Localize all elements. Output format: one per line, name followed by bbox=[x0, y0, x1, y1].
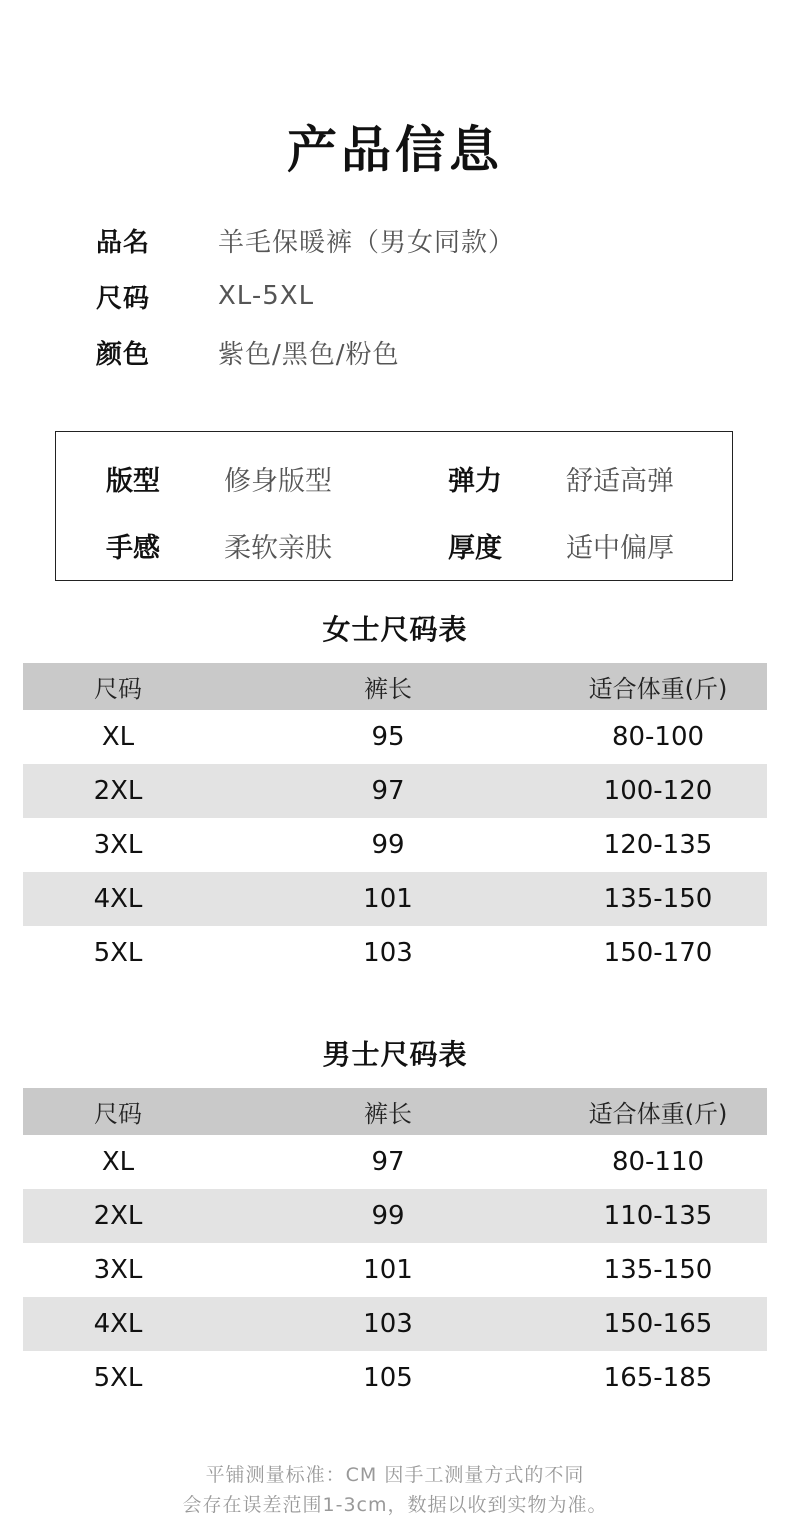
cell-length: 101 bbox=[363, 884, 413, 914]
cell-size: 5XL bbox=[93, 1363, 143, 1393]
women-table-title: 女士尺码表 bbox=[322, 613, 468, 646]
cell-weight: 135-150 bbox=[603, 1255, 713, 1285]
page-title: 产品信息 bbox=[287, 121, 503, 179]
cell-length: 101 bbox=[363, 1255, 413, 1285]
info-value: 羊毛保暖裤（男女同款） bbox=[218, 227, 516, 258]
table-row bbox=[23, 1243, 767, 1297]
spec-label: 版型 bbox=[106, 465, 160, 497]
spec-label: 手感 bbox=[106, 532, 160, 564]
measurement-note-line2: 会存在误差范围1-3cm，数据以收到实物为准。 bbox=[182, 1494, 608, 1516]
header-size: 尺码 bbox=[94, 1100, 142, 1128]
cell-size: 2XL bbox=[93, 776, 143, 806]
men-table-title: 男士尺码表 bbox=[322, 1038, 468, 1071]
spec-value: 修身版型 bbox=[224, 465, 332, 497]
header-weight: 适合体重(斤) bbox=[588, 675, 728, 703]
header-size: 尺码 bbox=[94, 675, 142, 703]
spec-label: 弹力 bbox=[448, 465, 502, 497]
spec-fit-value bbox=[224, 458, 332, 498]
header-length: 裤长 bbox=[364, 675, 412, 703]
table-header-row bbox=[23, 1088, 767, 1135]
cell-length: 95 bbox=[371, 722, 405, 752]
cell-weight: 135-150 bbox=[603, 884, 713, 914]
cell-size: 3XL bbox=[93, 1255, 143, 1285]
men-size-table bbox=[23, 1088, 767, 1405]
info-value: 紫色/黑色/粉色 bbox=[218, 339, 400, 370]
cell-size: 3XL bbox=[93, 830, 143, 860]
spec-elasticity bbox=[448, 458, 502, 498]
cell-size: XL bbox=[101, 1147, 135, 1177]
cell-length: 105 bbox=[363, 1363, 413, 1393]
info-label: 尺码 bbox=[96, 283, 151, 314]
spec-thickness-value bbox=[566, 525, 674, 565]
spec-feel bbox=[106, 525, 160, 565]
spec-thickness bbox=[448, 525, 502, 565]
cell-weight: 100-120 bbox=[603, 776, 713, 806]
spec-feel-value bbox=[224, 525, 332, 565]
spec-label: 厚度 bbox=[448, 532, 502, 564]
cell-weight: 150-170 bbox=[603, 938, 713, 968]
header-weight: 适合体重(斤) bbox=[588, 1100, 728, 1128]
spec-value: 柔软亲肤 bbox=[224, 532, 332, 564]
cell-weight: 120-135 bbox=[603, 830, 713, 860]
cell-length: 97 bbox=[371, 776, 405, 806]
cell-weight: 165-185 bbox=[603, 1363, 713, 1393]
cell-length: 97 bbox=[371, 1147, 405, 1177]
cell-weight: 110-135 bbox=[603, 1201, 713, 1231]
table-row bbox=[23, 926, 767, 980]
spec-value: 舒适高弹 bbox=[566, 465, 674, 497]
table-row bbox=[23, 818, 767, 872]
cell-weight: 80-110 bbox=[611, 1147, 705, 1177]
table-row bbox=[23, 764, 767, 818]
cell-size: 4XL bbox=[93, 1309, 143, 1339]
cell-length: 99 bbox=[371, 830, 405, 860]
cell-weight: 80-100 bbox=[611, 722, 705, 752]
cell-length: 103 bbox=[363, 1309, 413, 1339]
table-row bbox=[23, 1297, 767, 1351]
cell-weight: 150-165 bbox=[603, 1309, 713, 1339]
cell-size: 2XL bbox=[93, 1201, 143, 1231]
cell-size: XL bbox=[101, 722, 135, 752]
table-row bbox=[23, 1189, 767, 1243]
cell-length: 99 bbox=[371, 1201, 405, 1231]
spec-box bbox=[55, 431, 733, 581]
table-header-row bbox=[23, 663, 767, 710]
info-row-color bbox=[96, 332, 400, 372]
table-row bbox=[23, 1351, 767, 1405]
spec-fit bbox=[106, 458, 160, 498]
cell-size: 4XL bbox=[93, 884, 143, 914]
info-row-name bbox=[96, 220, 515, 260]
table-row bbox=[23, 1135, 767, 1189]
header-length: 裤长 bbox=[364, 1100, 412, 1128]
spec-value: 适中偏厚 bbox=[566, 532, 674, 564]
info-label: 颜色 bbox=[96, 339, 151, 370]
cell-length: 103 bbox=[363, 938, 413, 968]
measurement-note-line1: 平铺测量标准：CM 因手工测量方式的不同 bbox=[205, 1464, 585, 1486]
info-row-size bbox=[96, 276, 314, 316]
table-row bbox=[23, 872, 767, 926]
info-value: XL-5XL bbox=[218, 281, 315, 311]
women-size-table bbox=[23, 663, 767, 980]
table-row bbox=[23, 710, 767, 764]
cell-size: 5XL bbox=[93, 938, 143, 968]
info-label: 品名 bbox=[96, 227, 151, 258]
spec-elasticity-value bbox=[566, 458, 674, 498]
